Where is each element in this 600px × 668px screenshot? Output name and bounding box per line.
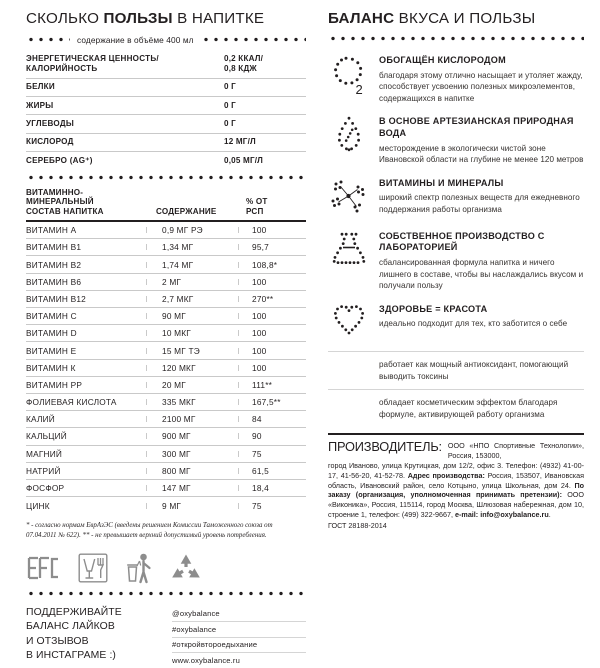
- left-title-bold: ПОЛЬЗЫ: [103, 10, 173, 27]
- vitamin-header-content: СОДЕРЖАНИЕ: [156, 207, 217, 217]
- vitamin-content: 120 МКГ: [156, 363, 246, 373]
- benefit-item-oxygen: [328, 49, 584, 110]
- benefit-title: СОБСТВЕННОЕ ПРОИЗВОДСТВО С ЛАБОРАТОРИЕЙ: [379, 230, 545, 253]
- vitamin-rsp: 18,4: [246, 483, 306, 493]
- benefit-title: В ОСНОВЕ АРТЕЗИАНСКАЯ ПРИРОДНАЯ ВОДА: [379, 116, 574, 139]
- dispose-in-bin-icon: [126, 553, 152, 583]
- vitamin-name: КАЛИЙ: [26, 414, 55, 425]
- benefit-desc: благодаря этому отлично насыщает и утоляет жажду, способствует усвоению полезных микроэлементов, содержащихся в напитке: [379, 70, 583, 103]
- table-row: [26, 274, 306, 291]
- vitamin-name: ВИТАМИН Е: [26, 345, 77, 356]
- vitamin-content: 9 МГ: [156, 501, 246, 511]
- nutrition-value: 0,2 ККАЛ/ 0,8 КДЖ: [220, 50, 306, 78]
- table-row: [26, 78, 306, 96]
- vitamin-content: 900 МГ: [156, 431, 246, 441]
- vitamin-content: 15 МГ ТЭ: [156, 346, 246, 356]
- right-title-post: ВКУСА И ПОЛЬЗЫ: [394, 10, 536, 27]
- vitamin-table-header: [26, 188, 306, 223]
- benefit-desc: широкий спектр полезных веществ для ежедневного поддержания работы организма: [379, 193, 580, 215]
- vitamin-name: КАЛЬЦИЙ: [26, 431, 67, 442]
- social-hashtag-brand[interactable]: #oxybalance: [172, 622, 306, 637]
- vitamin-content: 2 МГ: [156, 277, 246, 287]
- social-section: [26, 606, 306, 668]
- table-row: [26, 411, 306, 428]
- benefit-item-own-production: [328, 225, 584, 298]
- vitamin-content: 147 МГ: [156, 483, 246, 493]
- mfr-bold-claims-org: По заказу (организация, уполномоченная принимать претензии):: [328, 480, 584, 500]
- nutrition-value: 0 Г: [220, 97, 306, 115]
- vitamin-table-body: [26, 222, 306, 514]
- nutrition-table-body: [26, 50, 306, 170]
- vitamin-rsp: 75: [246, 449, 306, 459]
- nutrition-value: 12 МГ/Л: [220, 133, 306, 151]
- nutrition-value: 0,05 МГ/Л: [224, 155, 264, 165]
- vitamin-rsp: 111**: [246, 380, 306, 390]
- nutrition-name: БЕЛКИ: [26, 78, 220, 96]
- lab-flask-dotted-icon: [328, 230, 370, 272]
- volume-caption-rule: [26, 34, 306, 45]
- vitamin-content: 800 МГ: [156, 466, 246, 476]
- vitamin-rsp: 100: [246, 311, 306, 321]
- benefit-item-health-beauty: [328, 298, 584, 351]
- vitamin-name: ЦИНК: [26, 500, 50, 511]
- vitamin-name: ВИТАМИН С: [26, 311, 77, 322]
- social-slogan: ПОДДЕРЖИВАЙТЕ БАЛАНС ЛАЙКОВ И ОТЗЫВОВ В ИНСТАГРАМЕ :): [26, 606, 122, 661]
- table-row: [26, 360, 306, 377]
- benefits-dot-rule: [328, 34, 584, 43]
- benefit-item-vitamins-minerals: [328, 172, 584, 225]
- oxygen-o2-dotted-icon: [328, 54, 370, 96]
- right-section-title: [328, 10, 584, 27]
- benefit-text: [379, 115, 584, 165]
- manufacturer-details: [328, 461, 584, 520]
- vitamin-name: ВИТАМИН А: [26, 225, 77, 236]
- benefit-text: [379, 177, 584, 219]
- left-title-post: В НАПИТКЕ: [172, 10, 265, 27]
- vitamin-name: ВИТАМИН К: [26, 362, 76, 373]
- manufacturer-block: [328, 435, 584, 530]
- table-row: [26, 256, 306, 273]
- table-row: [26, 342, 306, 359]
- vitamin-content: 2,7 МКГ: [156, 294, 246, 304]
- vitamin-rsp: 84: [246, 414, 306, 424]
- vitamin-header-rsp: % ОТ РСП: [246, 197, 268, 217]
- heart-dotted-icon: [328, 303, 370, 345]
- mfr-bold-email: e-mail: info@oxybalance.ru: [455, 509, 549, 519]
- vitamin-name: ФОЛИЕВАЯ КИСЛОТА: [26, 397, 117, 408]
- benefit-title: ОБОГАЩЁН КИСЛОРОДОМ: [379, 55, 506, 65]
- food-safe-glass-fork-icon: [78, 553, 108, 583]
- social-links: [172, 606, 306, 668]
- social-website-link[interactable]: www.oxybalance.ru: [172, 655, 240, 665]
- mfr-text-3: ООО «Виконика», Россия, 115114, город Москва, Шлюзовая набережная, дом 10, строение 1, телефон: (499) 322-9667,: [328, 490, 584, 519]
- vitamin-rsp: 90: [246, 431, 306, 441]
- nutrition-value: 0 Г: [220, 78, 306, 96]
- vitamin-rsp: 100: [246, 225, 306, 235]
- vitamin-name: ВИТАМИН РР: [26, 379, 83, 390]
- vitamin-rsp: 108,8*: [246, 260, 306, 270]
- mfr-bold-production-address: Адрес производства:: [407, 470, 485, 480]
- benefit-text: [379, 303, 584, 345]
- benefit-desc: идеально подходит для тех, кто заботится о себе: [379, 319, 568, 329]
- vitamin-content: 2100 МГ: [156, 414, 246, 424]
- recycle-mobius-icon: [170, 553, 202, 583]
- vitamin-content: 20 МГ: [156, 380, 246, 390]
- nutrition-table: [26, 50, 306, 170]
- benefit-title: ЗДОРОВЬЕ = КРАСОТА: [379, 303, 488, 314]
- table-row: [26, 377, 306, 394]
- nutrition-value: 0 Г: [220, 115, 306, 133]
- vitamin-rsp: 95,7: [246, 242, 306, 252]
- table-row: [26, 446, 306, 463]
- table-row: [26, 133, 306, 151]
- vitamin-content: 10 МКГ: [156, 328, 246, 338]
- left-title-pre: СКОЛЬКО: [26, 10, 104, 27]
- vitamin-name: ВИТАМИН В1: [26, 242, 82, 253]
- table-row: [26, 152, 306, 170]
- nutrition-name: ЭНЕРГЕТИЧЕСКАЯ ЦЕННОСТЬ/ КАЛОРИЙНОСТЬ: [26, 50, 220, 78]
- water-drop-dotted-icon: [328, 115, 370, 157]
- vitamin-name: НАТРИЙ: [26, 465, 61, 476]
- nutrition-name: ЖИРЫ: [26, 97, 220, 115]
- nutrition-name: УГЛЕВОДЫ: [26, 115, 220, 133]
- manufacturer-company: ООО «НПО Спортивные Технологии», Россия, 153000,: [447, 441, 584, 461]
- vitamin-rsp: 100: [246, 346, 306, 356]
- extra-note-antioxidant: работает как мощный антиоксидант, помогающий выводить токсины: [328, 351, 584, 389]
- vitamin-rsp: 75: [246, 501, 306, 511]
- benefit-desc: сбалансированная формула напитка и ничего лишнего в составе, чтобы вы наслаждались вкусом и получали пользу: [379, 257, 584, 291]
- vitamin-rsp: 100: [246, 328, 306, 338]
- dot-separator-left: [26, 35, 70, 44]
- vitamin-name: ВИТАМИН В2: [26, 259, 82, 270]
- table-row: [26, 291, 306, 308]
- vitamin-content: 90 МГ: [156, 311, 246, 321]
- vitamin-rsp: 100: [246, 363, 306, 373]
- table-row: [26, 394, 306, 411]
- benefit-text: [379, 230, 584, 292]
- mfr-text-2: Россия, 153507, Ивановская область, Ивановский район, село Котцыно, улица Школьная, дом 24.: [328, 470, 584, 490]
- vitamin-name: ВИТАМИН D: [26, 328, 77, 339]
- vitamin-rsp: 270**: [246, 294, 306, 304]
- table-row: [26, 222, 306, 239]
- vitamin-name: ВИТАМИН В12: [26, 293, 86, 304]
- vitamin-rsp: 61,5: [246, 466, 306, 476]
- vitamin-content: 300 МГ: [156, 449, 246, 459]
- vitamin-content: 1,34 МГ: [156, 242, 246, 252]
- certification-icons: [26, 550, 306, 586]
- social-dot-rule: [26, 589, 306, 598]
- table-row: [26, 308, 306, 325]
- vitamin-name: ВИТАМИН В6: [26, 276, 82, 287]
- social-handle[interactable]: @oxybalance: [172, 607, 306, 622]
- benefit-text: [379, 54, 584, 104]
- vitamin-rsp: 167,5**: [246, 397, 306, 407]
- table-row: [26, 480, 306, 497]
- svg-text:2: 2: [355, 82, 363, 97]
- eac-mark-icon: [26, 556, 60, 580]
- vitamin-name: МАГНИЙ: [26, 448, 63, 459]
- table-row: [26, 115, 306, 133]
- left-section-title: [26, 10, 306, 27]
- benefit-title: ВИТАМИНЫ И МИНЕРАЛЫ: [379, 177, 504, 188]
- nutrition-name: КИСЛОРОД: [26, 133, 220, 151]
- vitamin-content: 1,74 МГ: [156, 260, 246, 270]
- table-row: [26, 325, 306, 342]
- table-row: [26, 50, 306, 78]
- nutrition-name: СЕРЕБРО (AG⁺): [26, 155, 93, 165]
- mfr-text-1: город Иваново, улица Крутицкая, дом 12/2, офис 3. Телефон: (4932) 41-00-17, 41-56-20, 41-52-78.: [328, 460, 584, 480]
- gost-standard: ГОСТ 28188-2014: [328, 520, 387, 530]
- benefit-item-artesian-water: [328, 110, 584, 171]
- manufacturer-head-line: [328, 440, 584, 461]
- volume-caption: содержание в объёме 400 мл: [77, 34, 194, 45]
- molecule-dotted-icon: [328, 177, 370, 219]
- dot-separator-right: [201, 35, 306, 44]
- vitamin-content: 0,9 МГ РЭ: [156, 225, 246, 235]
- table-row: [26, 239, 306, 256]
- mfr-text-4: .: [548, 509, 551, 519]
- table-row: [26, 97, 306, 115]
- vitamin-footnote: * - согласно нормам ЕврАзЭС (введены решением Комиссии Таможенного союза от 07.04.2011 № 622). ** - не превышает верхний допустимый уровень потребления.: [26, 522, 273, 540]
- table-row: [26, 428, 306, 445]
- right-title-bold: БАЛАНС: [328, 10, 395, 27]
- vitamin-rsp: 100: [246, 277, 306, 287]
- vitamin-header-name: ВИТАМИННО- МИНЕРАЛЬНЫЙ СОСТАВ НАПИТКА: [26, 187, 104, 217]
- right-column: [320, 0, 600, 600]
- vitamin-table-dot-rule: [26, 173, 306, 182]
- vitamin-content: 335 МКГ: [156, 397, 246, 407]
- manufacturer-label: ПРОИЗВОДИТЕЛЬ:: [328, 439, 442, 455]
- extra-note-cosmetic: обладает косметическим эффектом благодаря формуле, активирующей работу организма: [328, 389, 584, 427]
- social-hashtag-campaign[interactable]: #откройвтороедыхание: [172, 638, 306, 653]
- benefit-desc: месторождение в экологически чистой зоне Ивановской области на глубине не менее 120 метров: [379, 143, 584, 165]
- table-row: [26, 463, 306, 480]
- table-row: [26, 497, 306, 514]
- vitamin-name: ФОСФОР: [26, 483, 65, 493]
